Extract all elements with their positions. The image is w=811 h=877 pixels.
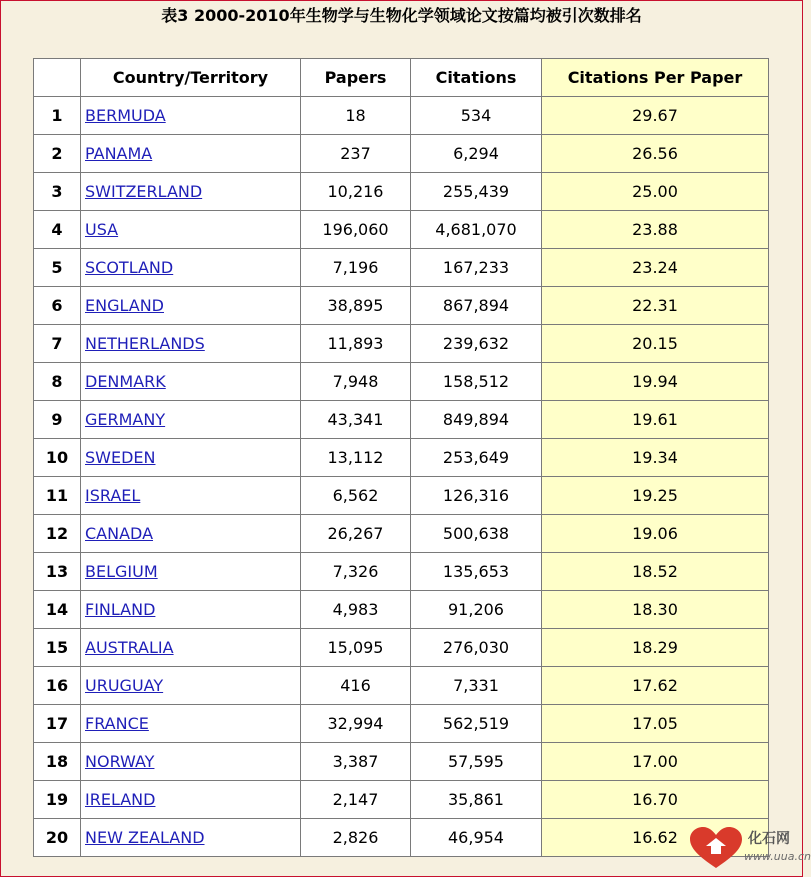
citations-per-paper-cell: 23.88: [542, 211, 769, 249]
rank-cell: 9: [34, 401, 81, 439]
citations-per-paper-cell: 18.52: [542, 553, 769, 591]
table-row: [34, 325, 769, 363]
table-row: [34, 173, 769, 211]
citations-cell: 7,331: [411, 667, 542, 705]
table-row: [34, 363, 769, 401]
country-link[interactable]: GERMANY: [85, 410, 166, 429]
citations-cell: 158,512: [411, 363, 542, 401]
papers-cell: 4,983: [301, 591, 411, 629]
country-cell: [81, 477, 301, 515]
country-link[interactable]: BERMUDA: [85, 106, 166, 125]
citations-per-paper-cell: 19.34: [542, 439, 769, 477]
table-row: [34, 211, 769, 249]
papers-cell: 26,267: [301, 515, 411, 553]
header-row: [34, 59, 769, 97]
table-row: [34, 667, 769, 705]
rank-cell: 1: [34, 97, 81, 135]
citations-per-paper-cell: 18.29: [542, 629, 769, 667]
papers-cell: 7,326: [301, 553, 411, 591]
citations-per-paper-cell: 17.62: [542, 667, 769, 705]
country-cell: [81, 439, 301, 477]
country-cell: [81, 591, 301, 629]
country-cell: [81, 363, 301, 401]
heart-logo-icon: [688, 826, 744, 870]
rank-cell: 10: [34, 439, 81, 477]
papers-cell: 43,341: [301, 401, 411, 439]
header-citations-per-paper: Citations Per Paper: [542, 59, 769, 97]
papers-cell: 32,994: [301, 705, 411, 743]
country-cell: [81, 325, 301, 363]
citations-cell: 276,030: [411, 629, 542, 667]
citations-cell: 35,861: [411, 781, 542, 819]
country-cell: [81, 705, 301, 743]
citations-cell: 534: [411, 97, 542, 135]
citations-cell: 126,316: [411, 477, 542, 515]
country-link[interactable]: FRANCE: [85, 714, 149, 733]
citations-cell: 255,439: [411, 173, 542, 211]
citations-per-paper-cell: 16.62: [542, 819, 769, 857]
table-row: [34, 591, 769, 629]
rank-cell: 16: [34, 667, 81, 705]
table-row: [34, 743, 769, 781]
country-link[interactable]: NETHERLANDS: [85, 334, 205, 353]
header-citations: Citations: [411, 59, 542, 97]
papers-cell: 13,112: [301, 439, 411, 477]
watermark-url: www.uua.cn: [744, 850, 811, 863]
header-country: Country/Territory: [81, 59, 301, 97]
papers-cell: 196,060: [301, 211, 411, 249]
citations-cell: 91,206: [411, 591, 542, 629]
citations-cell: 167,233: [411, 249, 542, 287]
country-cell: [81, 287, 301, 325]
table-row: [34, 135, 769, 173]
rank-cell: 6: [34, 287, 81, 325]
citations-per-paper-cell: 19.06: [542, 515, 769, 553]
country-link[interactable]: SWITZERLAND: [85, 182, 203, 201]
table-row: [34, 97, 769, 135]
watermark-logo: [688, 824, 811, 872]
table-row: [34, 249, 769, 287]
citations-cell: 57,595: [411, 743, 542, 781]
papers-cell: 10,216: [301, 173, 411, 211]
country-cell: [81, 629, 301, 667]
papers-cell: 7,196: [301, 249, 411, 287]
country-link[interactable]: FINLAND: [85, 600, 156, 619]
rank-cell: 19: [34, 781, 81, 819]
rank-cell: 12: [34, 515, 81, 553]
rank-cell: 3: [34, 173, 81, 211]
country-cell: [81, 781, 301, 819]
citations-per-paper-cell: 22.31: [542, 287, 769, 325]
papers-cell: 237: [301, 135, 411, 173]
table-row: [34, 401, 769, 439]
citations-per-paper-cell: 19.94: [542, 363, 769, 401]
country-link[interactable]: DENMARK: [85, 372, 166, 391]
country-link[interactable]: CANADA: [85, 524, 154, 543]
country-link[interactable]: ENGLAND: [85, 296, 164, 315]
citations-per-paper-cell: 25.00: [542, 173, 769, 211]
citations-cell: 46,954: [411, 819, 542, 857]
papers-cell: 2,147: [301, 781, 411, 819]
table-row: [34, 819, 769, 857]
citations-cell: 500,638: [411, 515, 542, 553]
rank-cell: 11: [34, 477, 81, 515]
country-cell: [81, 401, 301, 439]
citations-per-paper-cell: 19.61: [542, 401, 769, 439]
papers-cell: 38,895: [301, 287, 411, 325]
country-cell: [81, 249, 301, 287]
country-link[interactable]: PANAMA: [85, 144, 153, 163]
country-link[interactable]: ISRAEL: [85, 486, 141, 505]
papers-cell: 3,387: [301, 743, 411, 781]
country-link[interactable]: AUSTRALIA: [85, 638, 174, 657]
citations-per-paper-cell: 29.67: [542, 97, 769, 135]
citations-per-paper-cell: 23.24: [542, 249, 769, 287]
citations-cell: 4,681,070: [411, 211, 542, 249]
rank-cell: 14: [34, 591, 81, 629]
country-link[interactable]: URUGUAY: [85, 676, 164, 695]
citations-per-paper-cell: 26.56: [542, 135, 769, 173]
country-link[interactable]: USA: [85, 220, 119, 239]
papers-cell: 11,893: [301, 325, 411, 363]
citations-per-paper-cell: 17.00: [542, 743, 769, 781]
papers-cell: 416: [301, 667, 411, 705]
country-cell: [81, 553, 301, 591]
citations-cell: 6,294: [411, 135, 542, 173]
country-link[interactable]: NORWAY: [85, 752, 155, 771]
country-cell: [81, 667, 301, 705]
country-link[interactable]: BELGIUM: [85, 562, 158, 581]
table-row: [34, 515, 769, 553]
watermark-name: 化石网: [748, 831, 790, 847]
table-row: [34, 477, 769, 515]
rank-cell: 15: [34, 629, 81, 667]
rank-cell: 17: [34, 705, 81, 743]
country-cell: [81, 135, 301, 173]
table-body: [34, 97, 769, 857]
country-link[interactable]: IRELAND: [85, 790, 156, 809]
rank-cell: 18: [34, 743, 81, 781]
table-row: [34, 553, 769, 591]
citations-cell: 135,653: [411, 553, 542, 591]
rank-cell: 13: [34, 553, 81, 591]
papers-cell: 2,826: [301, 819, 411, 857]
table-row: [34, 781, 769, 819]
country-cell: [81, 743, 301, 781]
citations-per-paper-cell: 19.25: [542, 477, 769, 515]
citations-per-paper-cell: 16.70: [542, 781, 769, 819]
papers-cell: 18: [301, 97, 411, 135]
country-link[interactable]: SWEDEN: [85, 448, 156, 467]
rank-cell: 8: [34, 363, 81, 401]
citations-per-paper-cell: 20.15: [542, 325, 769, 363]
country-cell: [81, 515, 301, 553]
ranking-table: [33, 58, 769, 857]
country-cell: [81, 211, 301, 249]
table-row: [34, 287, 769, 325]
table-row: [34, 629, 769, 667]
citations-per-paper-cell: 17.05: [542, 705, 769, 743]
citations-cell: 867,894: [411, 287, 542, 325]
country-link[interactable]: NEW ZEALAND: [85, 828, 205, 847]
header-papers: Papers: [301, 59, 411, 97]
country-link[interactable]: SCOTLAND: [85, 258, 174, 277]
citations-cell: 849,894: [411, 401, 542, 439]
rank-cell: 7: [34, 325, 81, 363]
citations-cell: 562,519: [411, 705, 542, 743]
table-row: [34, 439, 769, 477]
citations-cell: 253,649: [411, 439, 542, 477]
header-rank: [34, 59, 81, 97]
rank-cell: 2: [34, 135, 81, 173]
rank-cell: 4: [34, 211, 81, 249]
papers-cell: 15,095: [301, 629, 411, 667]
citations-cell: 239,632: [411, 325, 542, 363]
rank-cell: 20: [34, 819, 81, 857]
country-cell: [81, 819, 301, 857]
country-cell: [81, 97, 301, 135]
papers-cell: 6,562: [301, 477, 411, 515]
country-cell: [81, 173, 301, 211]
rank-cell: 5: [34, 249, 81, 287]
page-title: 表3 2000-2010年生物学与生物化学领域论文按篇均被引次数排名: [161, 6, 642, 25]
table-row: [34, 705, 769, 743]
citations-per-paper-cell: 18.30: [542, 591, 769, 629]
papers-cell: 7,948: [301, 363, 411, 401]
